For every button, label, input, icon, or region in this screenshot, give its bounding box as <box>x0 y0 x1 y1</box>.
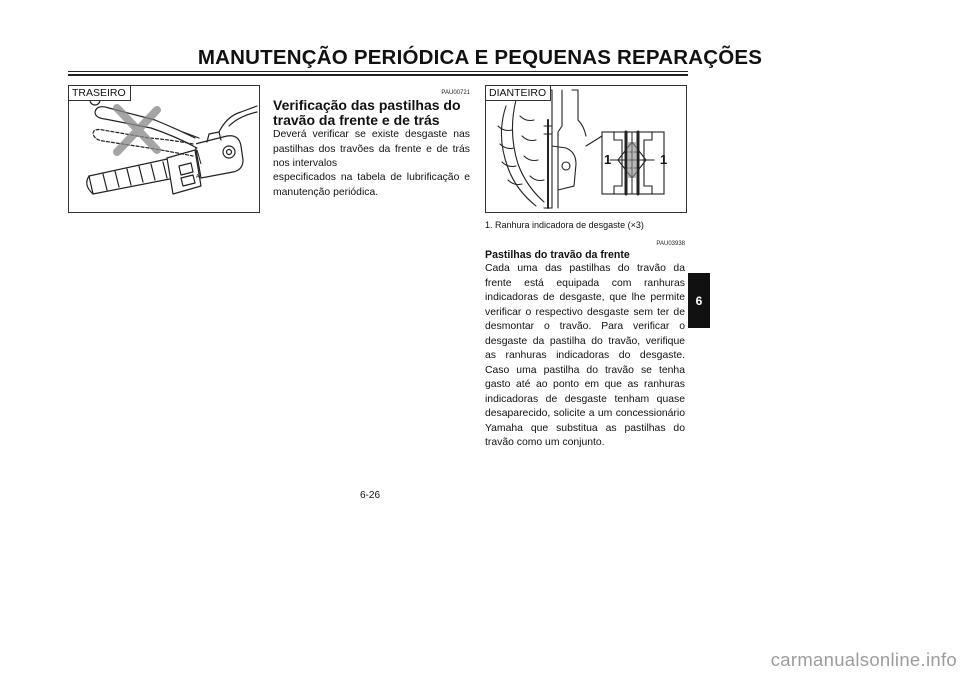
front-brake-pad-illustration <box>486 86 686 212</box>
page-header-title: MANUTENÇÃO PERIÓDICA E PEQUENAS REPARAÇÕES <box>197 46 763 69</box>
section-code: PAU00721 <box>441 90 470 96</box>
figure-caption: 1. Ranhura indicadora de desgaste (×3) <box>485 220 644 230</box>
front-brake-figure <box>485 85 687 213</box>
front-pads-code: PAU03938 <box>656 241 685 247</box>
rear-brake-lever-illustration <box>69 86 259 212</box>
callout-number-right: 1 <box>660 152 668 167</box>
header-rule-thick <box>68 74 688 76</box>
section-title-line2: travão da frente e de trás <box>273 112 440 128</box>
front-pads-title: Pastilhas do travão da frente <box>485 249 630 261</box>
page-number: 6-26 <box>359 490 380 501</box>
callout-number-left: 1 <box>604 152 612 167</box>
section-title-line1: Verificação das pastilhas do <box>273 97 461 113</box>
front-pads-body: Cada uma das pastilhas do travão da frente está equipada com ranhuras indicadoras de desgaste, que lhe permite verificar o respectivo desgaste sem ter de desmontar o travão. Para verificar o desgaste da pastilha do travão, verifique as ranhuras indicadoras do desgaste. Caso uma pastilha do travão se tenha gasto até ao ponto em que as ranhuras indicadoras de desgaste tenham quase desaparecido, solicite a um concessionário Yamaha que substitua as pastilhas do travão como um conjunto. <box>485 263 685 448</box>
figure-label-rear: TRASEIRO <box>69 86 131 101</box>
figure-label-front: DIANTEIRO <box>486 86 551 101</box>
watermark-text: carmanualsonline.info <box>770 649 957 670</box>
chapter-tab: 6 <box>688 273 710 328</box>
rear-brake-figure <box>68 85 260 213</box>
section-body-intervals: Deverá verificar se existe desgaste nas pastilhas dos travões da frente e de trás nos intervalos <box>273 129 470 169</box>
section-body-schedule: especificados na tabela de lubrificação e manutenção periódica. <box>273 172 470 198</box>
svg-text:A: A <box>196 174 200 180</box>
header-rule <box>68 71 688 72</box>
